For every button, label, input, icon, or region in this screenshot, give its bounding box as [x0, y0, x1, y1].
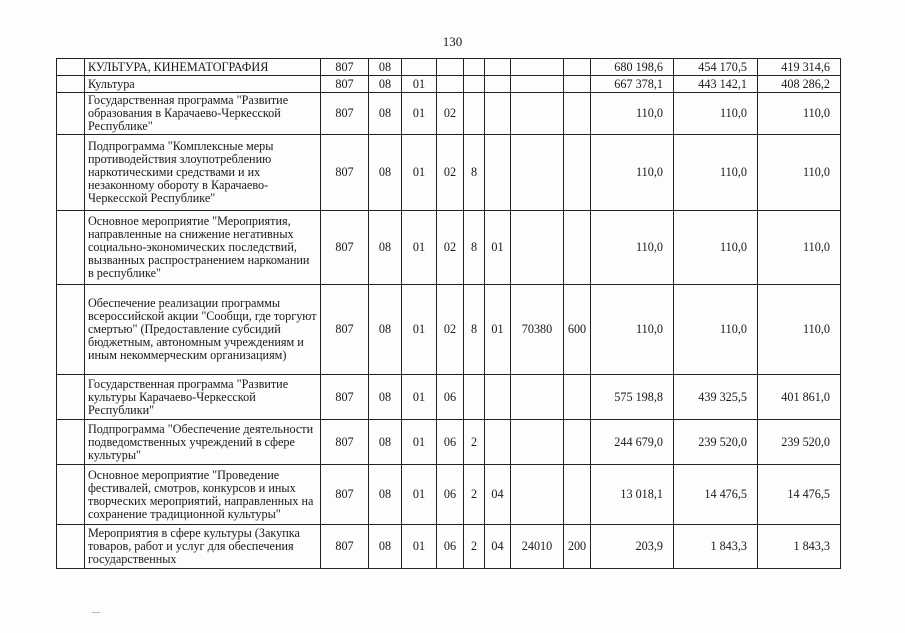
code-cell-c2: 08: [369, 135, 402, 211]
code-cell-c2: 08: [369, 465, 402, 525]
table-row: [57, 211, 841, 285]
code-cell-c1: 807: [321, 211, 369, 285]
table-row: [57, 375, 841, 420]
code-cell-c4: 06: [437, 525, 464, 569]
code-cell-c8: 200: [564, 525, 591, 569]
amount-y1: 575 198,8: [591, 375, 674, 420]
code-cell-c2: 08: [369, 375, 402, 420]
table-row: [57, 465, 841, 525]
code-cell-c5: 2: [464, 420, 485, 465]
code-cell-c5: [464, 375, 485, 420]
amount-y3: 419 314,6: [758, 59, 841, 76]
code-cell-c1: 807: [321, 375, 369, 420]
item-name: Государственная программа "Развитие культуры Карачаево-Черкесской Республики": [85, 375, 321, 420]
code-cell-c2: 08: [369, 420, 402, 465]
item-name: Обеспечение реализации программы всероссийской акции "Сообщи, где торгуют смертью" (Предоставление субсидий бюджетным, автономным учреждениям и иным некоммерческим организациям): [85, 285, 321, 375]
amount-y2: 110,0: [674, 135, 758, 211]
amount-y1: 110,0: [591, 135, 674, 211]
blank-cell: [57, 420, 85, 465]
amount-y2: 1 843,3: [674, 525, 758, 569]
blank-cell: [57, 375, 85, 420]
code-cell-c8: [564, 93, 591, 135]
code-cell-c7: [511, 420, 564, 465]
code-cell-c6: 01: [485, 285, 511, 375]
item-name: Мероприятия в сфере культуры (Закупка товаров, работ и услуг для обеспечения государственных: [85, 525, 321, 569]
item-name: Подпрограмма "Комплексные меры противодействия злоупотреблению наркотическими средствами и их незаконному обороту в Карачаево-Черкесской Республике": [85, 135, 321, 211]
amount-y1: 244 679,0: [591, 420, 674, 465]
code-cell-c8: [564, 59, 591, 76]
code-cell-c8: 600: [564, 285, 591, 375]
page-number: 130: [442, 34, 463, 49]
code-cell-c1: 807: [321, 285, 369, 375]
item-name: Государственная программа "Развитие образования в Карачаево-Черкесской Республике": [85, 93, 321, 135]
amount-y2: 239 520,0: [674, 420, 758, 465]
code-cell-c3: 01: [402, 420, 437, 465]
table-row: [57, 135, 841, 211]
amount-y3: 110,0: [758, 93, 841, 135]
amount-y1: 110,0: [591, 211, 674, 285]
code-cell-c4: [437, 59, 464, 76]
amount-y3: 110,0: [758, 135, 841, 211]
scan-mark: [92, 612, 100, 613]
code-cell-c6: [485, 375, 511, 420]
code-cell-c6: [485, 93, 511, 135]
code-cell-c1: 807: [321, 76, 369, 93]
code-cell-c3: 01: [402, 93, 437, 135]
code-cell-c2: 08: [369, 525, 402, 569]
code-cell-c3: 01: [402, 465, 437, 525]
code-cell-c5: 8: [464, 211, 485, 285]
code-cell-c5: 2: [464, 525, 485, 569]
code-cell-c6: [485, 76, 511, 93]
code-cell-c1: 807: [321, 465, 369, 525]
code-cell-c6: 04: [485, 465, 511, 525]
table-row: [57, 93, 841, 135]
amount-y1: 13 018,1: [591, 465, 674, 525]
item-name: Культура: [85, 76, 321, 93]
code-cell-c6: [485, 135, 511, 211]
code-cell-c4: 06: [437, 420, 464, 465]
blank-cell: [57, 135, 85, 211]
code-cell-c6: 04: [485, 525, 511, 569]
code-cell-c4: 06: [437, 375, 464, 420]
amount-y1: 667 378,1: [591, 76, 674, 93]
blank-cell: [57, 525, 85, 569]
blank-cell: [57, 93, 85, 135]
amount-y2: 110,0: [674, 93, 758, 135]
code-cell-c2: 08: [369, 59, 402, 76]
code-cell-c3: 01: [402, 135, 437, 211]
code-cell-c1: 807: [321, 135, 369, 211]
blank-cell: [57, 465, 85, 525]
blank-cell: [57, 59, 85, 76]
table-row: [57, 76, 841, 93]
amount-y1: 203,9: [591, 525, 674, 569]
table-body: [57, 59, 841, 569]
amount-y1: 110,0: [591, 285, 674, 375]
code-cell-c3: [402, 59, 437, 76]
code-cell-c5: 8: [464, 285, 485, 375]
code-cell-c7: [511, 211, 564, 285]
amount-y2: 439 325,5: [674, 375, 758, 420]
amount-y2: 110,0: [674, 211, 758, 285]
code-cell-c8: [564, 420, 591, 465]
code-cell-c6: [485, 59, 511, 76]
code-cell-c3: 01: [402, 76, 437, 93]
code-cell-c8: [564, 375, 591, 420]
code-cell-c5: [464, 93, 485, 135]
blank-cell: [57, 285, 85, 375]
code-cell-c3: 01: [402, 375, 437, 420]
code-cell-c8: [564, 465, 591, 525]
amount-y1: 110,0: [591, 93, 674, 135]
code-cell-c4: 02: [437, 93, 464, 135]
code-cell-c2: 08: [369, 76, 402, 93]
code-cell-c5: 2: [464, 465, 485, 525]
blank-cell: [57, 211, 85, 285]
code-cell-c8: [564, 135, 591, 211]
amount-y3: 401 861,0: [758, 375, 841, 420]
budget-table: [56, 58, 841, 569]
code-cell-c1: 807: [321, 93, 369, 135]
item-name: Подпрограмма "Обеспечение деятельности подведомственных учреждений в сфере культуры": [85, 420, 321, 465]
amount-y2: 443 142,1: [674, 76, 758, 93]
code-cell-c7: [511, 93, 564, 135]
code-cell-c7: [511, 76, 564, 93]
code-cell-c5: [464, 59, 485, 76]
amount-y3: 239 520,0: [758, 420, 841, 465]
code-cell-c1: 807: [321, 59, 369, 76]
amount-y3: 110,0: [758, 211, 841, 285]
code-cell-c1: 807: [321, 525, 369, 569]
code-cell-c4: 06: [437, 465, 464, 525]
amount-y3: 14 476,5: [758, 465, 841, 525]
amount-y3: 1 843,3: [758, 525, 841, 569]
code-cell-c6: [485, 420, 511, 465]
table-row: [57, 59, 841, 76]
code-cell-c2: 08: [369, 211, 402, 285]
table-row: [57, 285, 841, 375]
code-cell-c3: 01: [402, 285, 437, 375]
item-name: КУЛЬТУРА, КИНЕМАТОГРАФИЯ: [85, 59, 321, 76]
blank-cell: [57, 76, 85, 93]
code-cell-c4: 02: [437, 285, 464, 375]
code-cell-c4: [437, 76, 464, 93]
amount-y3: 110,0: [758, 285, 841, 375]
code-cell-c8: [564, 211, 591, 285]
code-cell-c6: 01: [485, 211, 511, 285]
code-cell-c7: [511, 375, 564, 420]
code-cell-c4: 02: [437, 135, 464, 211]
item-name: Основное мероприятие "Мероприятия, направленные на снижение негативных социально-экономических последствий, вызванных распространением наркомании в республике": [85, 211, 321, 285]
code-cell-c2: 08: [369, 93, 402, 135]
code-cell-c7: 24010: [511, 525, 564, 569]
code-cell-c2: 08: [369, 285, 402, 375]
amount-y2: 454 170,5: [674, 59, 758, 76]
code-cell-c7: 70380: [511, 285, 564, 375]
code-cell-c5: 8: [464, 135, 485, 211]
table-row: [57, 420, 841, 465]
code-cell-c7: [511, 59, 564, 76]
code-cell-c1: 807: [321, 420, 369, 465]
code-cell-c4: 02: [437, 211, 464, 285]
code-cell-c5: [464, 76, 485, 93]
amount-y2: 110,0: [674, 285, 758, 375]
code-cell-c8: [564, 76, 591, 93]
code-cell-c7: [511, 465, 564, 525]
table-row: [57, 525, 841, 569]
code-cell-c7: [511, 135, 564, 211]
amount-y3: 408 286,2: [758, 76, 841, 93]
amount-y1: 680 198,6: [591, 59, 674, 76]
code-cell-c3: 01: [402, 525, 437, 569]
code-cell-c3: 01: [402, 211, 437, 285]
amount-y2: 14 476,5: [674, 465, 758, 525]
item-name: Основное мероприятие "Проведение фестивалей, смотров, конкурсов и иных творческих мероприятий, направленных на сохранение традиционной культуры": [85, 465, 321, 525]
